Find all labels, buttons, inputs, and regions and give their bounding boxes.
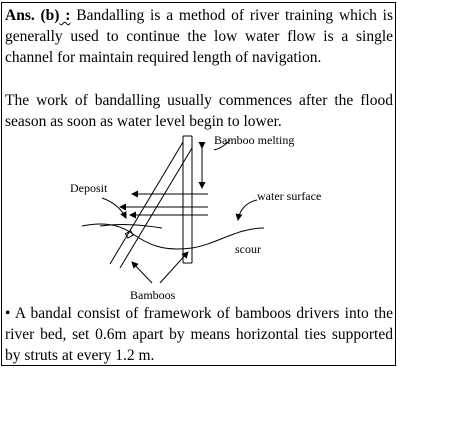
answer-card: [1, 2, 396, 366]
water-surface-line: [100, 225, 162, 228]
answer-paragraph-1: [5, 5, 393, 68]
label-water-surface: water surface: [257, 189, 322, 203]
answer-text-3: A bandal consist of framework of bamboos drivers into the river bed, set 0.6m apart by means horizontal ties supported by struts at every 1.2 m.: [5, 305, 393, 364]
answer-colon: :: [59, 7, 71, 24]
bandalling-diagram: [2, 128, 397, 303]
bamboo-melting-arrow: [202, 140, 230, 188]
label-deposit: Deposit: [70, 181, 108, 195]
answer-paragraph-3: [5, 303, 393, 366]
answer-text-1: Bandalling is a method of river training which is generally used to continue the low water flow is a single channel for maintain required length of navigation.: [5, 7, 393, 66]
water-surface-pointer: [238, 200, 257, 220]
horizontal-ties: [120, 194, 208, 215]
answer-paragraph-2: [5, 90, 393, 132]
answer-text-2: The work of bandalling usually commences after the flood season as soon as water level begin to lower.: [5, 92, 393, 130]
answer-prefix: Ans. (b): [5, 7, 60, 24]
bamboos-pointers: [132, 252, 188, 283]
label-scour: scour: [235, 242, 261, 256]
bullet-icon: •: [5, 305, 11, 322]
label-bamboos: Bamboos: [130, 288, 176, 302]
deposit-pointer: [102, 198, 126, 218]
label-bamboo-melting: Bamboo melting: [214, 133, 295, 147]
